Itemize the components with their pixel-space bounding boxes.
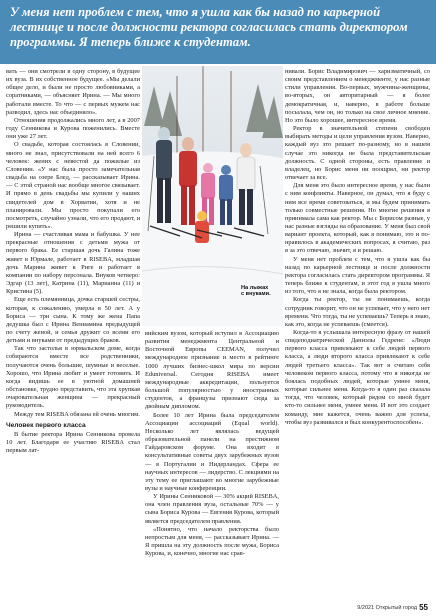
paragraph: Еще есть племянница, дочка старшей сестры, которая, к сожалению, умерла в 50 лет. А у Бориса — три сына. К тому же жена Папа дедушка был с Ирина Вениамина предыдущей по счету женой, и семья дружит со всеми его детьми и внуками от предыдущих браков. xyxy=(6,296,140,345)
article-column-3 xyxy=(285,68,430,598)
photo-caption xyxy=(241,285,271,298)
article-column-2 xyxy=(145,330,279,608)
paragraph: вийским вузом, который вступил в Ассоциацию развития менеджмента Центральной и Восточной Европы CEEMAN, получил международное признание и место в рейтинге 1000 лучших бизнес-школ мира по версии Eduniversal. Сегодня RISEBA имеет международные аккредитации, пользуется большой популярностью у иностранных студентов, а французы признают сюда за двойным дипломом. xyxy=(145,330,279,411)
paragraph: Когда ты ректор, ты не понимаешь, когда сотрудник говорит, что он не успевает, что у него нет времени. Что тогда, ты не успеваешь? Теперь я знаю, как это, когда не успеваешь (смеется). xyxy=(285,296,430,328)
paragraph: Между тем RISEBA обязана ей очень многим. xyxy=(14,410,140,418)
paragraph: У меня нет проблем с тем, что я ушла как бы назад по карьерной лестнице и после должности ректора согласилась стать директором программы. Я теперь ближе к студентам, и этот год я ушла много из того, что я не знала, когда была ректором. xyxy=(285,255,430,296)
paragraph: нивали. Борис Владимирович — харизматичный, со своим представлением о менеджменте, у нас разные стили управления. Во-первых, мужчины-женщины, во-вторых, он авторитарный — я более демократичная, и, наверно, в работе больше посылала, чем он, но только на свое личное мнение. Но это было хорошее, интересное время. xyxy=(285,68,430,124)
family-ski-photo xyxy=(142,66,283,326)
paragraph: У Ирины Сенниковой — 30% акций RISEBA, она член правления вуза, остальные 70% — у сына Бориса Курова — Евгения Курова, который является председателем правления. xyxy=(145,493,279,525)
paragraph: Для меня это было интересное время, у нас были с ним конфликты. Наверное, он думал, что я буду с ним все время советоваться, и мы будем принимать только совместные решения. Но многие решения я принимала сама как ректор. Мы с Борисом разные, у нас разные взгляды на образование. У меня был свой вариант проекта, который, как я понимаю, это и по-нравилось в академических вопросах, я считаю, раз я за это отвечаю, значит, я и решаю. xyxy=(285,182,430,255)
page-footer xyxy=(357,603,428,612)
page-number: 55 xyxy=(419,603,428,612)
paragraph: вать — они смотрели в одну сторону, в будущее их вуза. В их собственное будущее. «Мы делали общее дело, и были не просто любовниками, а соратниками, — объясняет Ирина. — Мы много работали вместе. То что — с первых мужем нас разводил, здесь нас объединяло». xyxy=(6,68,140,116)
paragraph: О свадьбе, которая состоялась в Словении, много не знал, присутствовали на ней всего 6 человек: жених с невестой да пожилые из Словении. «У нас была просто замечательная свадьба на озере Блед, — рассказывает Ирина. — С этой страной нас вообще многое связывает. И прямо в день свадьбы мы купили у наших свидетелей дом в Хорватии, хотя и не планировали. Мы просто покупали его посмотреть, случайно узнали, что его продают, и решили купить». xyxy=(6,141,140,230)
issue-label: 9/2021 Открытый город xyxy=(357,604,418,611)
paragraph: В бытие ректора Ирина Сенникова провела 10 лет. Благодаря ее участию RISEBA стал первым лат- xyxy=(6,430,140,455)
paragraph: Отношения продолжались много лет, а в 2007 году Сенникова и Курова поженились. Вместе они уже 27 лет. xyxy=(6,116,140,141)
paragraph: Более 10 лет Ирина была председателем Ассоциации ассоциаций (Equal world). Несколько лет являлась ведущей образовательной панели на престижном Гайдаровском форуме. Она входит в консультативные советы двух зарубежных вузов — в Португалии и Нидерландах. Сфера ее научных интересов — лидерство. С лекциями на эту тему ее приглашают во многие зарубежные вузы и научные конференции. xyxy=(145,411,279,492)
paragraph: «Понятно, что начало ректорства было непростым для меня, — рассказывает Ирина. — Я пришла на эту должность после мужа, Бориса Курова, и, конечно, многие нас срав- xyxy=(145,525,279,558)
photo-caption-text: На лыжах с внуками. xyxy=(241,285,271,298)
paragraph: Ректор в значительной степени свободен выбирать методы и цели управления вузом. Наверно, каждый вуз это решает по-разному, но в нашем случае это никогда не была представительская должность. С одной стороны, есть правление и владелец, но Борис меня ни поощрял, ни ректор отвечает за все. xyxy=(285,125,430,182)
paragraph: Так что застолья в юрмальском доме, когда собираются вместе все родственники, получаются очень большие, шумные и веселые. Хорошо, что Ирина любит и умеет готовить. И когда видишь ее в уютной домашней обстановке, трудно представить, что эта хрупкая очаровательная женщина — прекрасный руководитель. xyxy=(6,345,140,410)
paragraph: Когда-то я услышала интересную фразу от нашей спидеподиатрической Даниэлы Гедрене: «Люди первого класса привлекают к себе людей первого класса, а люди второго класса привлекают к себе людей третьего класса». Так вот я считаю себя человеком первого класса, потому что я никогда не боялась подобных людей, которые умнее меня, которые сильнее меня. Когда-то я один раз сказала тогда, что человек, который рядом со мной будет кто-то сильнее меня, умнее меня. И вот это создает команду, мне кажется, очень важно для успеха, чтобы вуз развивался и был конкурентоспособен». xyxy=(285,329,430,426)
section-heading: Человек первого класса xyxy=(6,421,86,429)
paragraph: Ирина — счастливая мама и бабушка. У нее прекрасные отношения с детьми мужа от первого брака. Ее старшая дочь Галина тоже живет в Юрмале, работает в RISEBA, младшая дочь Марина живет в Риге и работает в компании по набору персонала. Внуков четверо: Эдгар (13 лет), Катрина (11), Марианна (11) и Кристина (5). xyxy=(6,231,140,296)
intro-quote: У меня нет проблем с тем, что я ушла как бы назад по карьерной лестнице и после должности ректора согласилась стать директором программы. Я теперь ближе к студентам. xyxy=(10,5,408,49)
article-column-1 xyxy=(6,68,140,608)
intro-quote-banner xyxy=(0,0,436,64)
